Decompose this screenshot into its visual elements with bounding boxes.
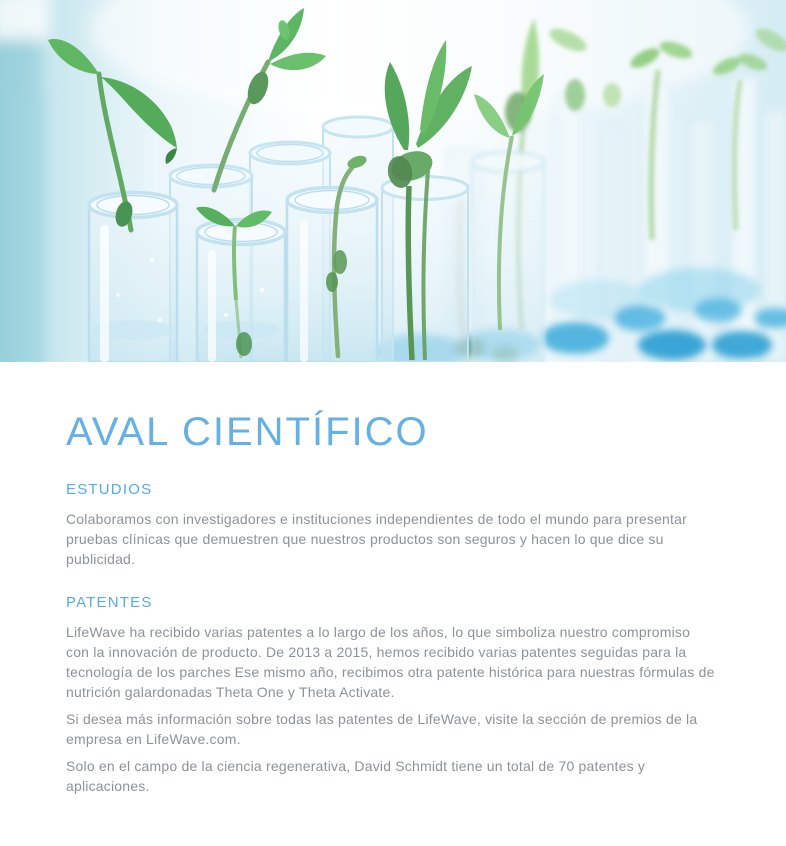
page-title: AVAL CIENTÍFICO [66, 410, 429, 454]
seedlings-in-test-tubes-illustration [0, 0, 786, 362]
main-content [0, 362, 786, 796]
paragraph: Si desea más información sobre todas las patentes de LifeWave, visite la sección de premios de la empresa en LifeWave.com. [66, 711, 698, 747]
paragraph: Colaboramos con investigadores e instituciones independientes de todo el mundo para presentar pruebas clínicas que demuestren que nuestros productos son seguros y hacen lo que dice su publicidad. [66, 511, 687, 567]
section-heading-patentes: PATENTES [66, 594, 153, 611]
brightness-overlay [0, 0, 786, 362]
hero-image [0, 0, 786, 362]
sections [66, 481, 720, 796]
section-heading-estudios: ESTUDIOS [66, 481, 153, 498]
paragraph: Solo en el campo de la ciencia regenerativa, David Schmidt tiene un total de 70 patentes y aplicaciones. [66, 758, 646, 794]
paragraph: LifeWave ha recibido varias patentes a lo largo de los años, lo que simboliza nuestro compromiso con la innovación de producto. De 2013 a 2015, hemos recibido varias patentes seguidas para la tecnología de los parches Ese mismo año, recibimos otra patente histórica para nuestras fórmulas de nutrición galardonadas Theta One y Theta Activate. [66, 624, 715, 700]
